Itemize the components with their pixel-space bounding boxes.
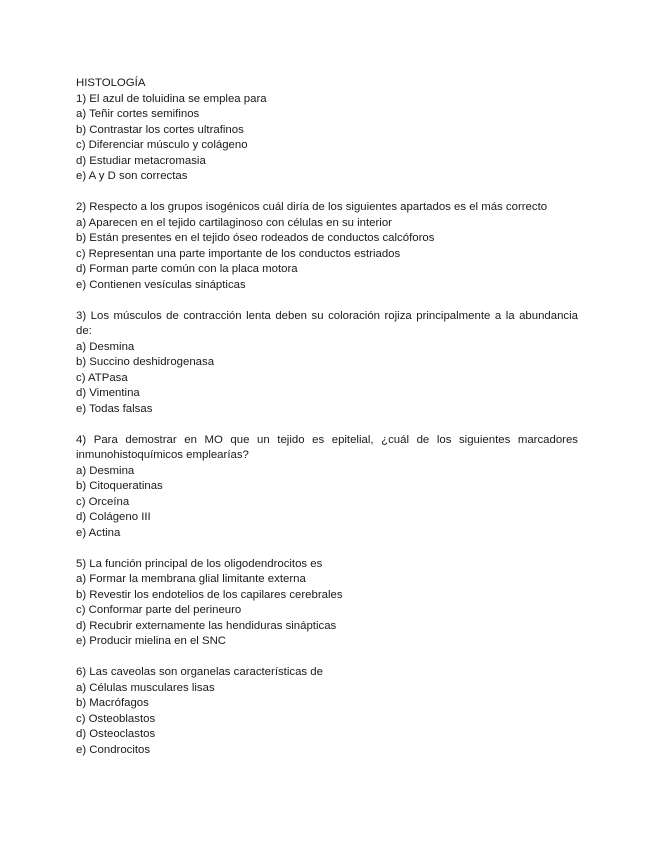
answer-option: e) Contienen vesículas sinápticas <box>76 278 246 291</box>
spacer <box>76 417 578 433</box>
answer-option: d) Estudiar metacromasia <box>76 154 206 167</box>
answer-option: b) Succino deshidrogenasa <box>76 356 215 368</box>
answer-option: e) Actina <box>76 526 121 539</box>
question-prompt: 1) El azul de toluidina se emplea para <box>76 92 267 105</box>
answer-option: a) Aparecen en el tejido cartilaginoso con células en su interior <box>76 216 392 229</box>
answer-option: c) Orceína <box>76 495 130 508</box>
answer-option: c) Diferenciar músculo y colágeno <box>76 139 248 151</box>
answer-option: a) Desmina <box>76 464 135 477</box>
question-prompt-line2: inmunohistoquímicos emplearías? <box>76 449 249 461</box>
answer-option: e) Producir mielina en el SNC <box>76 635 227 647</box>
answer-option: b) Macrófagos <box>76 697 149 709</box>
answer-option: d) Osteoclastos <box>76 728 156 740</box>
question-prompt: 6) Las caveolas son organelas características de <box>76 666 323 678</box>
question-prompt: 2) Respecto a los grupos isogénicos cuál diría de los siguientes apartados es el más correcto <box>76 201 548 213</box>
question-prompt-line1: 4) Para demostrar en MO que un tejido es epitelial, ¿cuál de los siguientes marcadores <box>76 433 578 446</box>
answer-option: c) Conformar parte del perineuro <box>76 604 242 616</box>
answer-option: d) Vimentina <box>76 387 140 399</box>
spacer <box>76 541 578 557</box>
spacer <box>76 650 578 666</box>
question-5 <box>76 557 578 650</box>
document-page <box>76 76 578 758</box>
answer-option: a) Teñir cortes semifinos <box>76 108 200 120</box>
answer-option: b) Contrastar los cortes ultrafinos <box>76 123 244 136</box>
question-3 <box>76 309 578 418</box>
question-2 <box>76 200 578 293</box>
answer-option: e) A y D son correctas <box>76 170 188 182</box>
document-title: HISTOLOGÍA <box>76 77 146 89</box>
answer-option: c) Representan una parte importante de los conductos estriados <box>76 247 401 260</box>
spacer <box>76 293 578 309</box>
answer-option: e) Condrocitos <box>76 743 151 756</box>
answer-option: c) ATPasa <box>76 371 128 384</box>
answer-option: d) Colágeno III <box>76 511 151 523</box>
question-1 <box>76 92 578 185</box>
question-prompt-line2: de: <box>76 325 92 337</box>
answer-option: d) Forman parte común con la placa motora <box>76 263 298 275</box>
answer-option: e) Todas falsas <box>76 402 153 415</box>
question-6 <box>76 665 578 758</box>
question-prompt: 5) La función principal de los oligodendrocitos es <box>76 557 323 570</box>
spacer <box>76 185 578 201</box>
answer-option: a) Desmina <box>76 340 135 353</box>
answer-option: a) Formar la membrana glial limitante externa <box>76 573 306 585</box>
answer-option: b) Citoqueratinas <box>76 480 163 492</box>
answer-option: b) Están presentes en el tejido óseo rodeados de conductos calcóforos <box>76 232 435 244</box>
answer-option: a) Células musculares lisas <box>76 681 215 694</box>
answer-option: b) Revestir los endotelios de los capilares cerebrales <box>76 588 343 601</box>
question-4 <box>76 433 578 542</box>
question-prompt-line1: 3) Los músculos de contracción lenta deben su coloración rojiza principalmente a la abundancia <box>76 309 578 322</box>
answer-option: d) Recubrir externamente las hendiduras sinápticas <box>76 619 337 632</box>
answer-option: c) Osteoblastos <box>76 712 156 725</box>
